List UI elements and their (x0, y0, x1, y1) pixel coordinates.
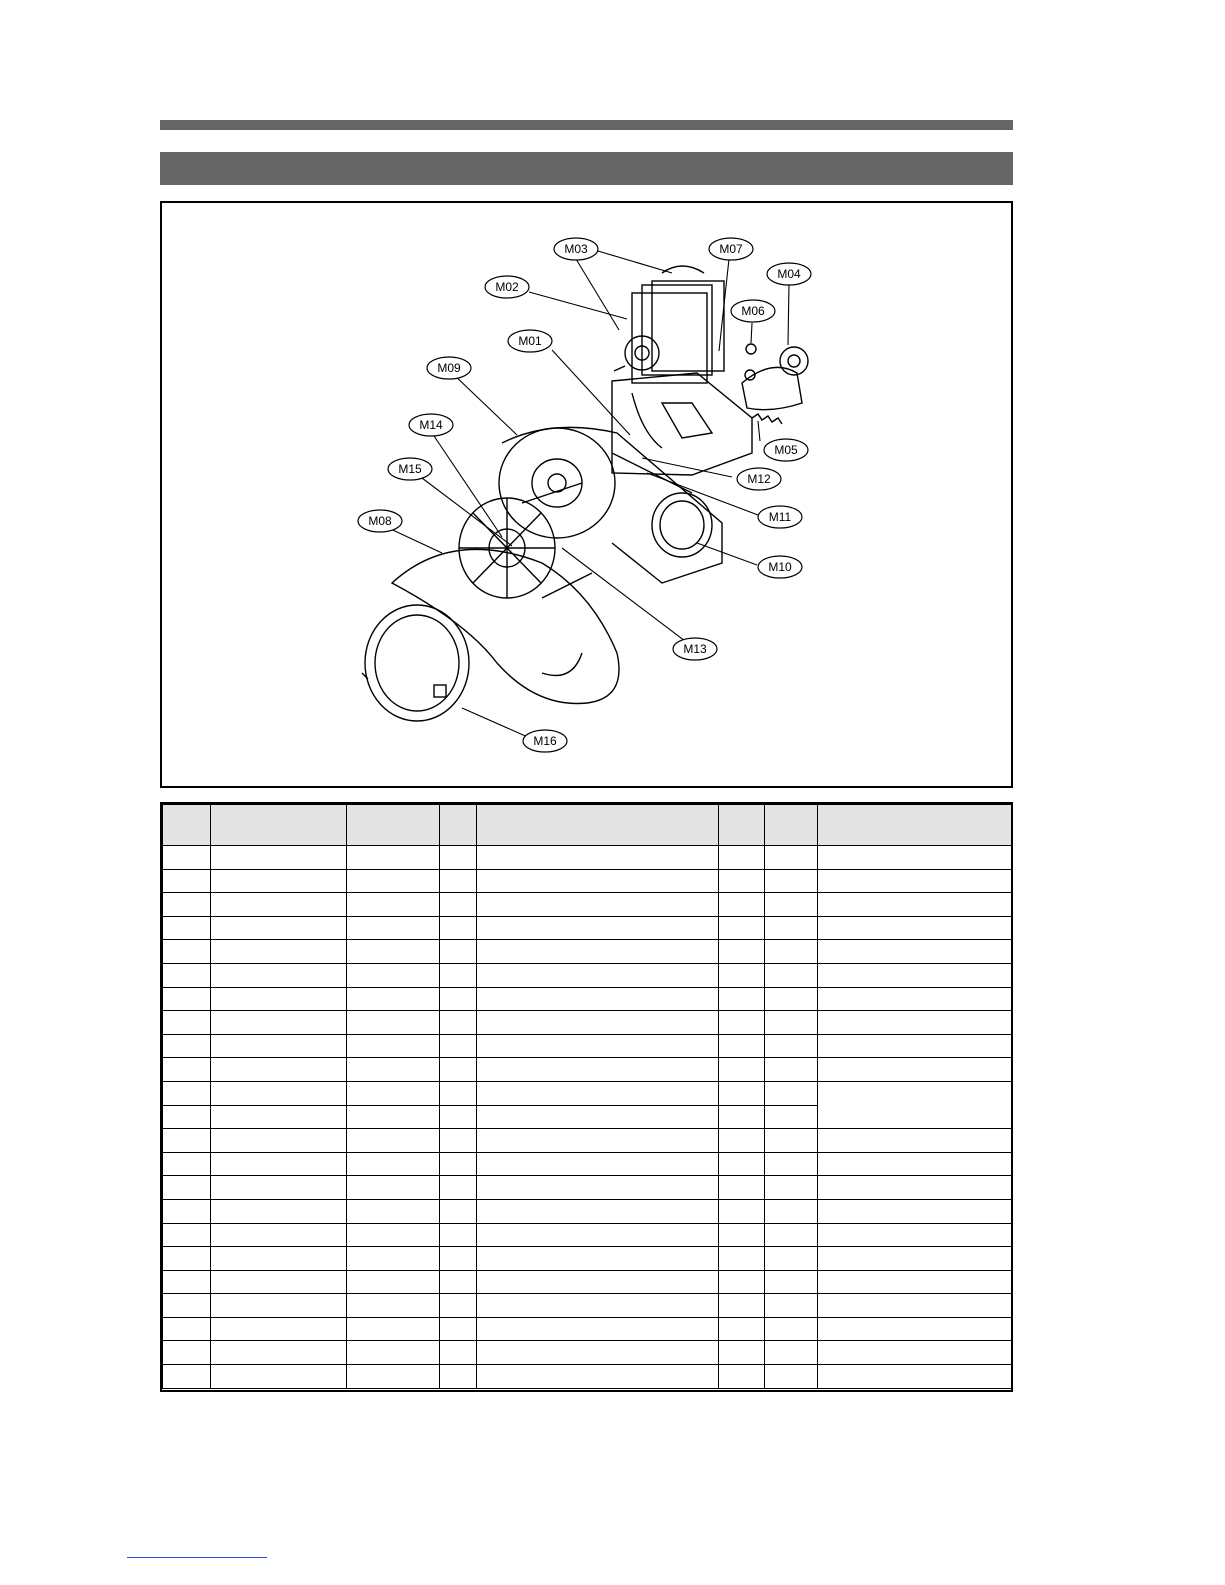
table-row (163, 846, 1012, 870)
table-cell (211, 1317, 347, 1341)
table-cell (347, 846, 440, 870)
table-cell (211, 1058, 347, 1082)
table-cell (440, 893, 477, 917)
table-cell (477, 940, 719, 964)
table-body (163, 846, 1012, 1389)
motor-assembly-shape (614, 266, 724, 383)
table-cell (347, 1058, 440, 1082)
table-cell (477, 1011, 719, 1035)
callout-m08 (358, 510, 402, 532)
table-cell (477, 1105, 719, 1129)
table-cell (719, 1294, 765, 1318)
table-cell (719, 1270, 765, 1294)
table-cell (347, 916, 440, 940)
table-row (163, 893, 1012, 917)
spring-shape (752, 414, 782, 424)
table-cell (818, 963, 1012, 987)
svg-text:M14: M14 (419, 418, 443, 432)
table-cell (347, 1365, 440, 1389)
table-cell (163, 869, 211, 893)
table-cell (347, 1270, 440, 1294)
table-cell (211, 1176, 347, 1200)
callout-m01 (508, 330, 552, 352)
table-cell (440, 1199, 477, 1223)
table-cell (211, 987, 347, 1011)
table-cell (211, 1247, 347, 1271)
table-cell (347, 1011, 440, 1035)
callout-m12 (737, 468, 781, 490)
table-cell (163, 893, 211, 917)
table-cell (163, 1011, 211, 1035)
table-cell (719, 1129, 765, 1153)
table-cell (719, 1365, 765, 1389)
table-cell (477, 846, 719, 870)
leader-lines (382, 251, 789, 738)
table-cell (347, 1247, 440, 1271)
table-row (163, 940, 1012, 964)
callout-m11 (758, 506, 802, 528)
table-cell (163, 846, 211, 870)
svg-text:M09: M09 (437, 361, 461, 375)
table-cell (440, 1081, 477, 1105)
table-cell (347, 1105, 440, 1129)
table-cell (719, 1152, 765, 1176)
table-cell (765, 1105, 818, 1129)
table-cell (347, 1294, 440, 1318)
table-cell (719, 963, 765, 987)
table-cell (477, 1294, 719, 1318)
table-cell (818, 1317, 1012, 1341)
table-cell (163, 1223, 211, 1247)
column-header (719, 805, 765, 846)
exploded-view-diagram (160, 201, 1013, 788)
table-cell (719, 940, 765, 964)
svg-text:M01: M01 (518, 334, 542, 348)
table-cell (440, 1105, 477, 1129)
svg-text:M07: M07 (719, 242, 743, 256)
table-cell (163, 1341, 211, 1365)
table-row (163, 869, 1012, 893)
table-row (163, 1081, 1012, 1105)
bracket-plate-shape (612, 373, 752, 475)
column-header (347, 805, 440, 846)
table-cell (347, 1129, 440, 1153)
table-cell (719, 1247, 765, 1271)
table-cell (818, 1365, 1012, 1389)
callout-m10 (758, 556, 802, 578)
svg-text:M12: M12 (747, 472, 771, 486)
table-cell (211, 916, 347, 940)
table-cell (818, 940, 1012, 964)
table-cell (163, 1365, 211, 1389)
table-cell (719, 987, 765, 1011)
table-row (163, 916, 1012, 940)
column-header (211, 805, 347, 846)
table-cell (347, 1081, 440, 1105)
callout-m09 (427, 357, 471, 379)
table-cell (163, 1270, 211, 1294)
table-row (163, 1011, 1012, 1035)
callout-m07 (709, 238, 753, 260)
table-cell (477, 963, 719, 987)
table-row (163, 1034, 1012, 1058)
table-cell (163, 1294, 211, 1318)
table-cell (440, 1294, 477, 1318)
table-cell (719, 1199, 765, 1223)
table-cell (719, 1223, 765, 1247)
table-cell (211, 1365, 347, 1389)
table-cell (211, 869, 347, 893)
svg-text:M06: M06 (741, 304, 765, 318)
table-cell (440, 846, 477, 870)
table-cell (211, 1223, 347, 1247)
table-cell (719, 1034, 765, 1058)
footer-link-underline[interactable] (127, 1557, 267, 1558)
table-cell (440, 916, 477, 940)
table-cell (765, 869, 818, 893)
table-cell (477, 1034, 719, 1058)
table-cell (477, 1341, 719, 1365)
fan-impeller-shape (459, 483, 592, 598)
svg-text:M02: M02 (495, 280, 519, 294)
table-cell (765, 940, 818, 964)
table-cell (440, 1365, 477, 1389)
parts-list-table-frame (160, 802, 1013, 1392)
table-cell (211, 1081, 347, 1105)
table-cell (477, 893, 719, 917)
svg-text:M08: M08 (368, 514, 392, 528)
table-cell (347, 963, 440, 987)
table-cell (818, 1176, 1012, 1200)
callout-m06 (731, 300, 775, 322)
table-cell (163, 1034, 211, 1058)
table-row (163, 1129, 1012, 1153)
table-cell (818, 1223, 1012, 1247)
table-cell (719, 1081, 765, 1105)
table-row (163, 1365, 1012, 1389)
callout-m03 (554, 238, 598, 260)
table-cell (163, 1058, 211, 1082)
table-cell (477, 1270, 719, 1294)
callout-m02 (485, 276, 529, 298)
table-cell (347, 1034, 440, 1058)
table-cell (818, 987, 1012, 1011)
table-cell (818, 1294, 1012, 1318)
table-cell (347, 1176, 440, 1200)
table-cell (765, 1317, 818, 1341)
table-row (163, 1199, 1012, 1223)
table-row (163, 1223, 1012, 1247)
table-cell (440, 940, 477, 964)
table-row (163, 987, 1012, 1011)
table-cell (719, 916, 765, 940)
table-cell (211, 1034, 347, 1058)
exploded-view-drawing (162, 203, 1011, 786)
table-cell (211, 1152, 347, 1176)
table-row (163, 1341, 1012, 1365)
table-cell (765, 1152, 818, 1176)
table-cell (818, 846, 1012, 870)
table-cell (347, 1152, 440, 1176)
table-cell (765, 1294, 818, 1318)
table-cell (765, 1081, 818, 1105)
table-cell (347, 893, 440, 917)
table-row (163, 1317, 1012, 1341)
table-cell (163, 940, 211, 964)
table-cell (440, 1152, 477, 1176)
table-cell (719, 869, 765, 893)
table-cell (719, 1011, 765, 1035)
table-row (163, 963, 1012, 987)
table-cell (440, 869, 477, 893)
front-ring-shape (362, 605, 469, 721)
callout-m14 (409, 414, 453, 436)
table-cell (477, 1199, 719, 1223)
table-cell (765, 893, 818, 917)
parts-list-table (162, 804, 1012, 1389)
table-cell (477, 869, 719, 893)
table-cell (818, 1034, 1012, 1058)
svg-text:M03: M03 (564, 242, 588, 256)
table-cell (163, 1105, 211, 1129)
callout-m16 (523, 730, 567, 752)
table-cell (440, 1341, 477, 1365)
callout-m05 (764, 439, 808, 461)
table-cell (163, 963, 211, 987)
table-cell (347, 1223, 440, 1247)
table-cell (765, 1129, 818, 1153)
table-cell (477, 1223, 719, 1247)
table-cell (477, 1152, 719, 1176)
table-cell (719, 1317, 765, 1341)
callout-m15 (388, 458, 432, 480)
table-cell (440, 963, 477, 987)
table-cell (765, 1034, 818, 1058)
table-row (163, 1176, 1012, 1200)
table-cell (818, 1129, 1012, 1153)
table-row (163, 1270, 1012, 1294)
table-cell (440, 1317, 477, 1341)
table-cell (211, 1199, 347, 1223)
svg-text:M13: M13 (683, 642, 707, 656)
table-cell (818, 893, 1012, 917)
table-cell (347, 987, 440, 1011)
table-cell (440, 1176, 477, 1200)
table-cell (163, 1129, 211, 1153)
svg-text:M10: M10 (768, 560, 792, 574)
duct-ring-shape (652, 493, 712, 557)
table-cell (440, 1223, 477, 1247)
table-cell (440, 1129, 477, 1153)
table-cell (211, 1294, 347, 1318)
table-cell (440, 1034, 477, 1058)
callout-m04 (767, 263, 811, 285)
table-cell (440, 987, 477, 1011)
top-rule (160, 120, 1013, 130)
table-cell (765, 1365, 818, 1389)
table-cell (347, 869, 440, 893)
table-cell (765, 1176, 818, 1200)
table-cell (477, 1247, 719, 1271)
table-cell (211, 1129, 347, 1153)
table-cell (440, 1247, 477, 1271)
svg-text:M15: M15 (398, 462, 422, 476)
table-cell (163, 1081, 211, 1105)
table-cell (818, 869, 1012, 893)
table-row (163, 1152, 1012, 1176)
table-cell (765, 1341, 818, 1365)
table-cell (440, 1058, 477, 1082)
table-cell (477, 1081, 719, 1105)
table-row (163, 1058, 1012, 1082)
table-cell (765, 1199, 818, 1223)
table-cell (347, 1341, 440, 1365)
table-cell (765, 1058, 818, 1082)
table-cell (719, 1341, 765, 1365)
table-cell (347, 1199, 440, 1223)
table-cell (477, 1129, 719, 1153)
table-cell (163, 1317, 211, 1341)
table-cell (719, 1105, 765, 1129)
table-cell (477, 1058, 719, 1082)
table-cell (818, 1011, 1012, 1035)
column-header (477, 805, 719, 846)
table-cell (211, 846, 347, 870)
table-cell (818, 1341, 1012, 1365)
table-cell (818, 1247, 1012, 1271)
svg-text:M16: M16 (533, 734, 557, 748)
table-header-row (163, 805, 1012, 846)
table-cell (477, 1365, 719, 1389)
table-cell (440, 1011, 477, 1035)
table-cell (477, 1176, 719, 1200)
table-row (163, 1247, 1012, 1271)
table-cell (347, 1317, 440, 1341)
column-header (765, 805, 818, 846)
table-cell (347, 940, 440, 964)
table-cell (719, 1058, 765, 1082)
table-cell (818, 1058, 1012, 1082)
table-cell (163, 1199, 211, 1223)
table-cell (211, 1270, 347, 1294)
table-cell (818, 1081, 1012, 1128)
table-cell (211, 963, 347, 987)
table-cell (211, 1105, 347, 1129)
table-cell (765, 846, 818, 870)
table-cell (765, 1270, 818, 1294)
callout-label-group (358, 238, 811, 752)
table-cell (719, 846, 765, 870)
table-cell (163, 1247, 211, 1271)
table-cell (818, 1199, 1012, 1223)
svg-text:M11: M11 (768, 510, 792, 524)
table-cell (719, 1176, 765, 1200)
table-cell (163, 1152, 211, 1176)
table-cell (765, 1223, 818, 1247)
column-header (818, 805, 1012, 846)
small-motor-shape (742, 347, 808, 410)
table-cell (477, 916, 719, 940)
section-header-bar (160, 152, 1013, 185)
table-cell (719, 893, 765, 917)
callout-m13 (673, 638, 717, 660)
table-cell (765, 1247, 818, 1271)
table-cell (765, 963, 818, 987)
table-cell (765, 1011, 818, 1035)
table-cell (477, 987, 719, 1011)
screw-shape (746, 344, 756, 354)
table-cell (818, 1152, 1012, 1176)
table-row (163, 1294, 1012, 1318)
housing-cover-shape (392, 549, 619, 703)
svg-text:M04: M04 (777, 267, 801, 281)
table-cell (211, 1341, 347, 1365)
svg-text:M05: M05 (774, 443, 798, 457)
table-cell (440, 1270, 477, 1294)
table-cell (477, 1317, 719, 1341)
column-header (440, 805, 477, 846)
table-cell (818, 1270, 1012, 1294)
table-cell (163, 1176, 211, 1200)
column-header (163, 805, 211, 846)
table-cell (163, 916, 211, 940)
table-cell (765, 916, 818, 940)
table-cell (211, 893, 347, 917)
table-cell (765, 987, 818, 1011)
table-cell (211, 940, 347, 964)
table-cell (818, 916, 1012, 940)
table-cell (211, 1011, 347, 1035)
table-cell (163, 987, 211, 1011)
